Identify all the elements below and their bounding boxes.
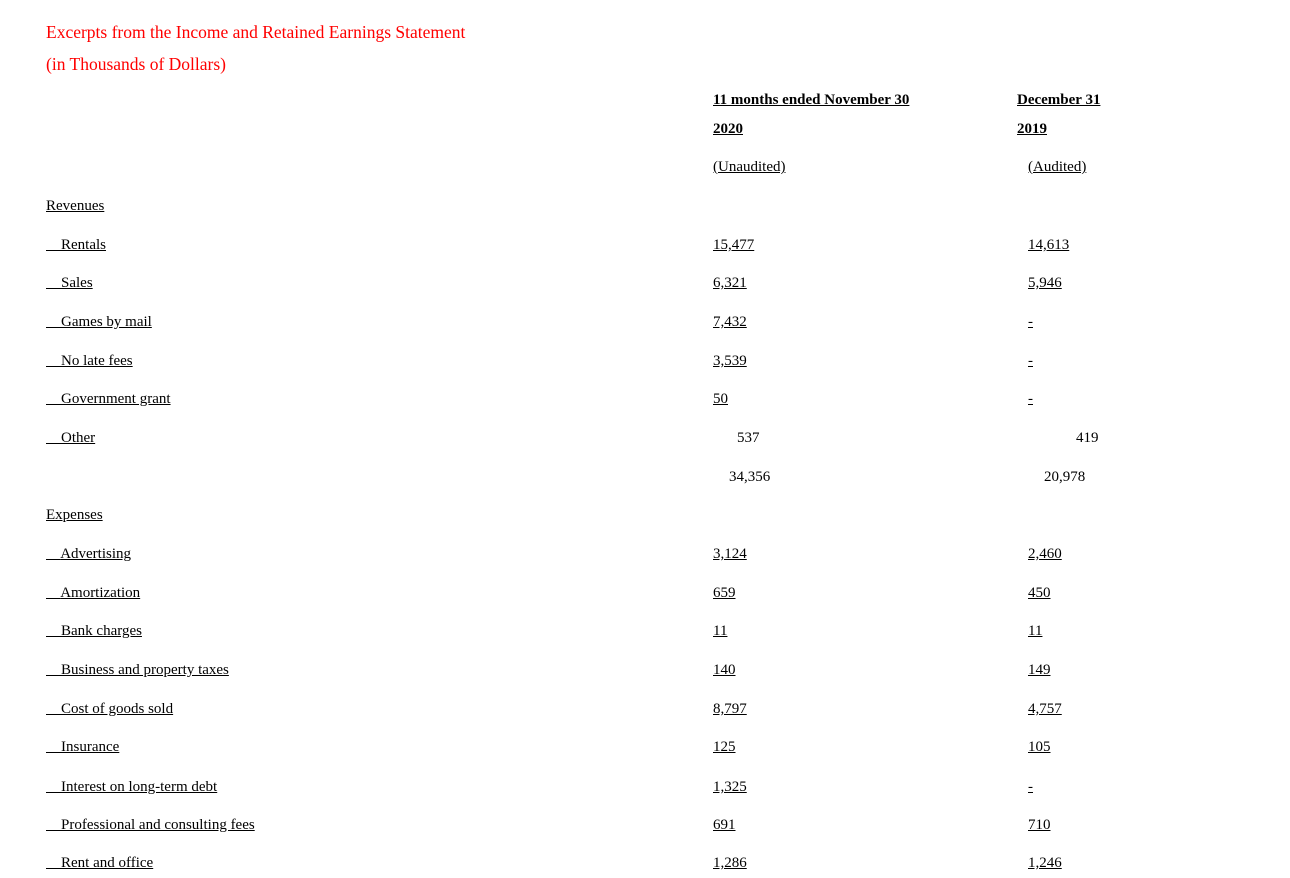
row-label: Rentals	[61, 237, 106, 253]
table-row	[0, 739, 1290, 759]
row-label: Professional and consulting fees	[61, 817, 255, 833]
value-2020: 659	[713, 585, 736, 601]
revenues-total-row	[0, 469, 1290, 489]
table-row	[0, 817, 1290, 837]
value-2020: 7,432	[713, 314, 747, 330]
table-row	[0, 314, 1290, 334]
col-2020-period: 11 months ended November 30	[713, 92, 910, 108]
value-2020: 6,321	[713, 275, 747, 291]
table-row	[0, 237, 1290, 257]
row-label: No late fees	[61, 353, 133, 369]
value-2019: 710	[1028, 817, 1051, 833]
value-2019: 11	[1028, 623, 1043, 639]
table-row	[0, 855, 1290, 875]
revenues-heading: Revenues	[46, 198, 105, 214]
value-2020: 537	[737, 430, 760, 446]
table-row	[0, 391, 1290, 411]
row-label: Other	[61, 430, 96, 446]
value-2019: 419	[1076, 430, 1099, 446]
col-2019-period: December 31	[1017, 92, 1101, 108]
row-label: Amortization	[60, 585, 141, 601]
value-2020: 3,539	[713, 353, 747, 369]
row-label: Government grant	[61, 391, 171, 407]
value-2019: 5,946	[1028, 275, 1062, 291]
revenues-total-2020: 34,356	[729, 469, 771, 485]
row-label: Cost of goods sold	[61, 701, 174, 717]
col-2020-year: 2020	[713, 121, 743, 137]
row-label: Interest on long-term debt	[61, 779, 218, 795]
value-2020: 11	[713, 623, 728, 639]
value-2020: 50	[713, 391, 728, 407]
table-row	[0, 275, 1290, 295]
value-2019: 4,757	[1028, 701, 1062, 717]
value-2020: 1,286	[713, 855, 747, 871]
statement-title: Excerpts from the Income and Retained Earnings Statement	[46, 22, 466, 42]
table-row	[0, 662, 1290, 682]
statement-subtitle: (in Thousands of Dollars)	[46, 54, 226, 74]
row-label: Rent and office	[61, 855, 154, 871]
value-2019: -	[1028, 391, 1033, 407]
table-row	[0, 779, 1290, 799]
row-label: Advertising	[60, 546, 132, 562]
table-row	[0, 353, 1290, 373]
col-2020-status: (Unaudited)	[713, 159, 786, 175]
value-2019: 450	[1028, 585, 1051, 601]
col-2019-status: (Audited)	[1028, 159, 1087, 175]
table-row	[0, 623, 1290, 643]
value-2019: 149	[1028, 662, 1051, 678]
table-row	[0, 546, 1290, 566]
table-row	[0, 701, 1290, 721]
table-row	[0, 585, 1290, 605]
expenses-heading: Expenses	[46, 507, 103, 523]
value-2020: 691	[713, 817, 736, 833]
row-label: Games by mail	[61, 314, 152, 330]
value-2020: 15,477	[713, 237, 755, 253]
value-2020: 140	[713, 662, 736, 678]
value-2019: 14,613	[1028, 237, 1070, 253]
revenues-total-2019: 20,978	[1044, 469, 1086, 485]
row-label: Sales	[61, 275, 93, 291]
value-2019: 105	[1028, 739, 1051, 755]
col-2019-year: 2019	[1017, 121, 1047, 137]
row-label: Bank charges	[61, 623, 142, 639]
value-2019: -	[1028, 779, 1033, 795]
value-2019: 2,460	[1028, 546, 1062, 562]
row-label: Business and property taxes	[61, 662, 229, 678]
table-row	[0, 430, 1290, 450]
value-2020: 3,124	[713, 546, 747, 562]
value-2020: 125	[713, 739, 736, 755]
row-label: Insurance	[61, 739, 120, 755]
value-2020: 8,797	[713, 701, 747, 717]
value-2020: 1,325	[713, 779, 747, 795]
value-2019: -	[1028, 353, 1033, 369]
value-2019: -	[1028, 314, 1033, 330]
value-2019: 1,246	[1028, 855, 1062, 871]
